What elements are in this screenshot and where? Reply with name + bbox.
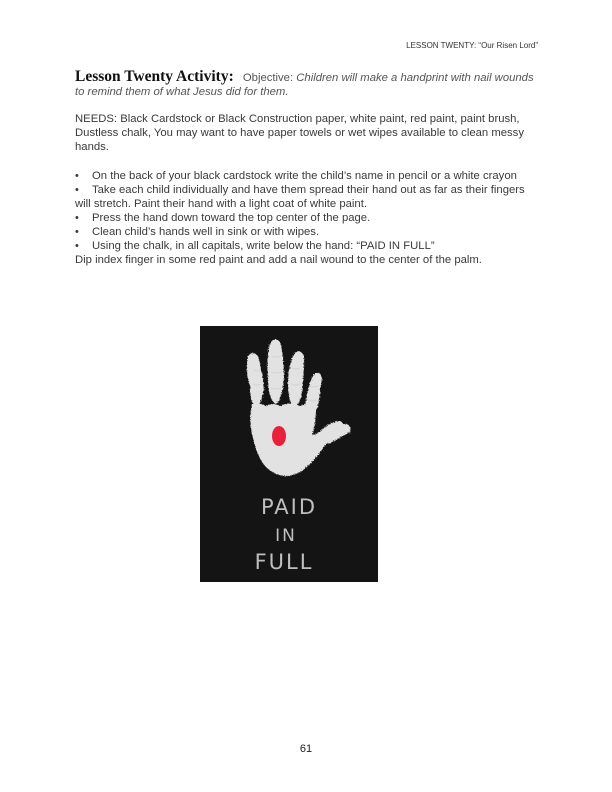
chalk-line: IN xyxy=(275,526,297,546)
bullet-icon: • xyxy=(75,212,79,224)
bullet-icon: • xyxy=(75,226,79,238)
objective-text: Children will make a handprint with nail wounds to remind them of what Jesus did for them. xyxy=(75,72,534,98)
objective-label: Objective: xyxy=(242,72,294,84)
list-item xyxy=(75,239,535,253)
list-item xyxy=(75,225,535,239)
step-text: On the back of your black cardstock write the child’s name in pencil or a white crayon xyxy=(92,170,517,182)
list-item xyxy=(75,169,535,183)
bullet-icon: • xyxy=(75,170,79,182)
step-text: Using the chalk, in all capitals, write below the hand: “PAID IN FULL” xyxy=(92,240,435,252)
page-number: 61 xyxy=(299,743,313,755)
bullet-icon: • xyxy=(75,240,79,252)
chalk-line: FULL xyxy=(254,550,314,574)
running-header: LESSON TWENTY: “Our Risen Lord” xyxy=(406,41,538,50)
lesson-body xyxy=(75,70,535,267)
handprint-illustration xyxy=(200,326,378,582)
chalk-line: PAID xyxy=(260,495,318,519)
needs-paragraph: NEEDS: Black Cardstock or Black Construction paper, white paint, red paint, paint brush, Dustless chalk, You may want to have paper towels or wet wipes available to clean messy hands. xyxy=(75,113,524,153)
steps-list xyxy=(75,169,535,253)
handprint-photo xyxy=(200,326,378,582)
step-text: Press the hand down toward the top center of the page. xyxy=(92,212,371,224)
closing-instruction: Dip index finger in some red paint and add a nail wound to the center of the palm. xyxy=(75,254,482,266)
title-line xyxy=(75,70,535,99)
step-text: Clean child’s hands well in sink or with wipes. xyxy=(92,226,320,238)
bullet-icon: • xyxy=(75,184,79,196)
step-text: Take each child individually and have them spread their hand out as far as their fingers will stretch. Paint their hand with a light coat of white paint. xyxy=(75,184,525,210)
list-item xyxy=(75,211,535,225)
lesson-title: Lesson Twenty Activity: xyxy=(75,68,234,85)
nail-wound-mark xyxy=(272,426,286,446)
list-item xyxy=(75,183,535,211)
